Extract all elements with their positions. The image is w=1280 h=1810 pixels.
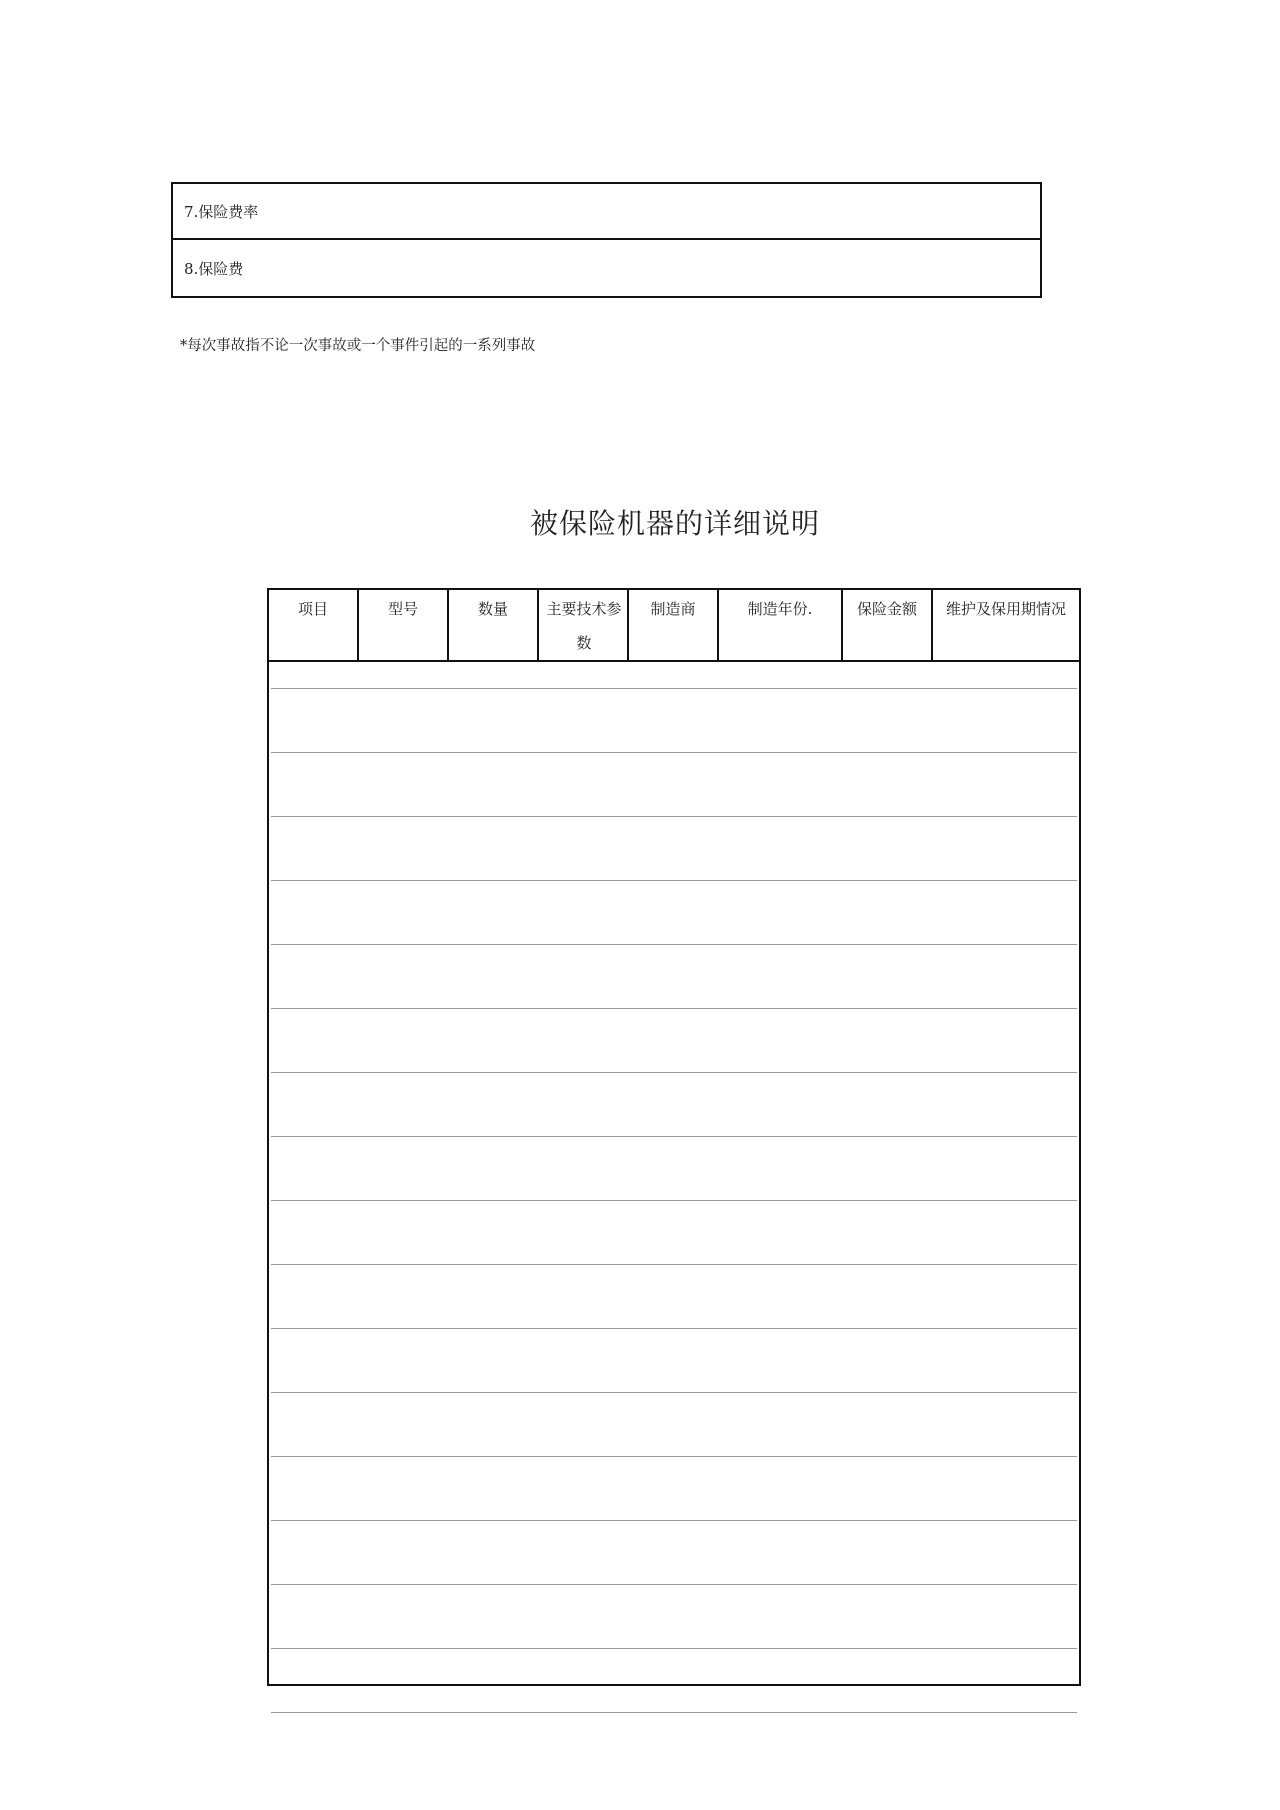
row-rule (271, 944, 1077, 945)
row-rule (271, 1200, 1077, 1201)
row-rule (271, 1648, 1077, 1649)
row-rule (271, 1136, 1077, 1137)
header-maintenance-warranty: 维护及保用期情况 (945, 600, 1066, 618)
header-manufacturer: 制造商 (629, 590, 719, 660)
header-technical-parameters: 主要技术参数 (539, 590, 629, 660)
row-rule (271, 1712, 1077, 1713)
premium-rate-label: 7.保险费率 (184, 202, 259, 221)
row-rule (271, 1456, 1077, 1457)
header-manufacture-year: 制造年份. (719, 590, 843, 660)
row-rule (271, 880, 1077, 881)
header-quantity: 数量 (449, 590, 539, 660)
row-rule (271, 1584, 1077, 1585)
header-item: 项目 (269, 590, 359, 660)
header-insured-amount: 保险金额 (843, 590, 933, 660)
machine-details-table (267, 588, 1081, 1686)
footnote: *每次事故指不论一次事故或一个事件引起的一系列事故 (180, 338, 536, 354)
row-rule (271, 688, 1077, 689)
section-title: 被保险机器的详细说明 (529, 507, 820, 540)
premium-row (173, 240, 1040, 296)
premium-table (171, 182, 1042, 298)
row-rule (271, 1392, 1077, 1393)
table-header-row (269, 590, 1079, 662)
row-rule (271, 1072, 1077, 1073)
premium-label: 8.保险费 (184, 259, 244, 278)
header-divider (269, 660, 1079, 662)
row-rule (271, 1520, 1077, 1521)
row-rule (271, 752, 1077, 753)
row-rule (271, 1264, 1077, 1265)
premium-rate-row (173, 184, 1040, 240)
header-model: 型号 (359, 590, 449, 660)
row-rule (271, 816, 1077, 817)
row-rule (271, 1328, 1077, 1329)
row-rule (271, 1008, 1077, 1009)
